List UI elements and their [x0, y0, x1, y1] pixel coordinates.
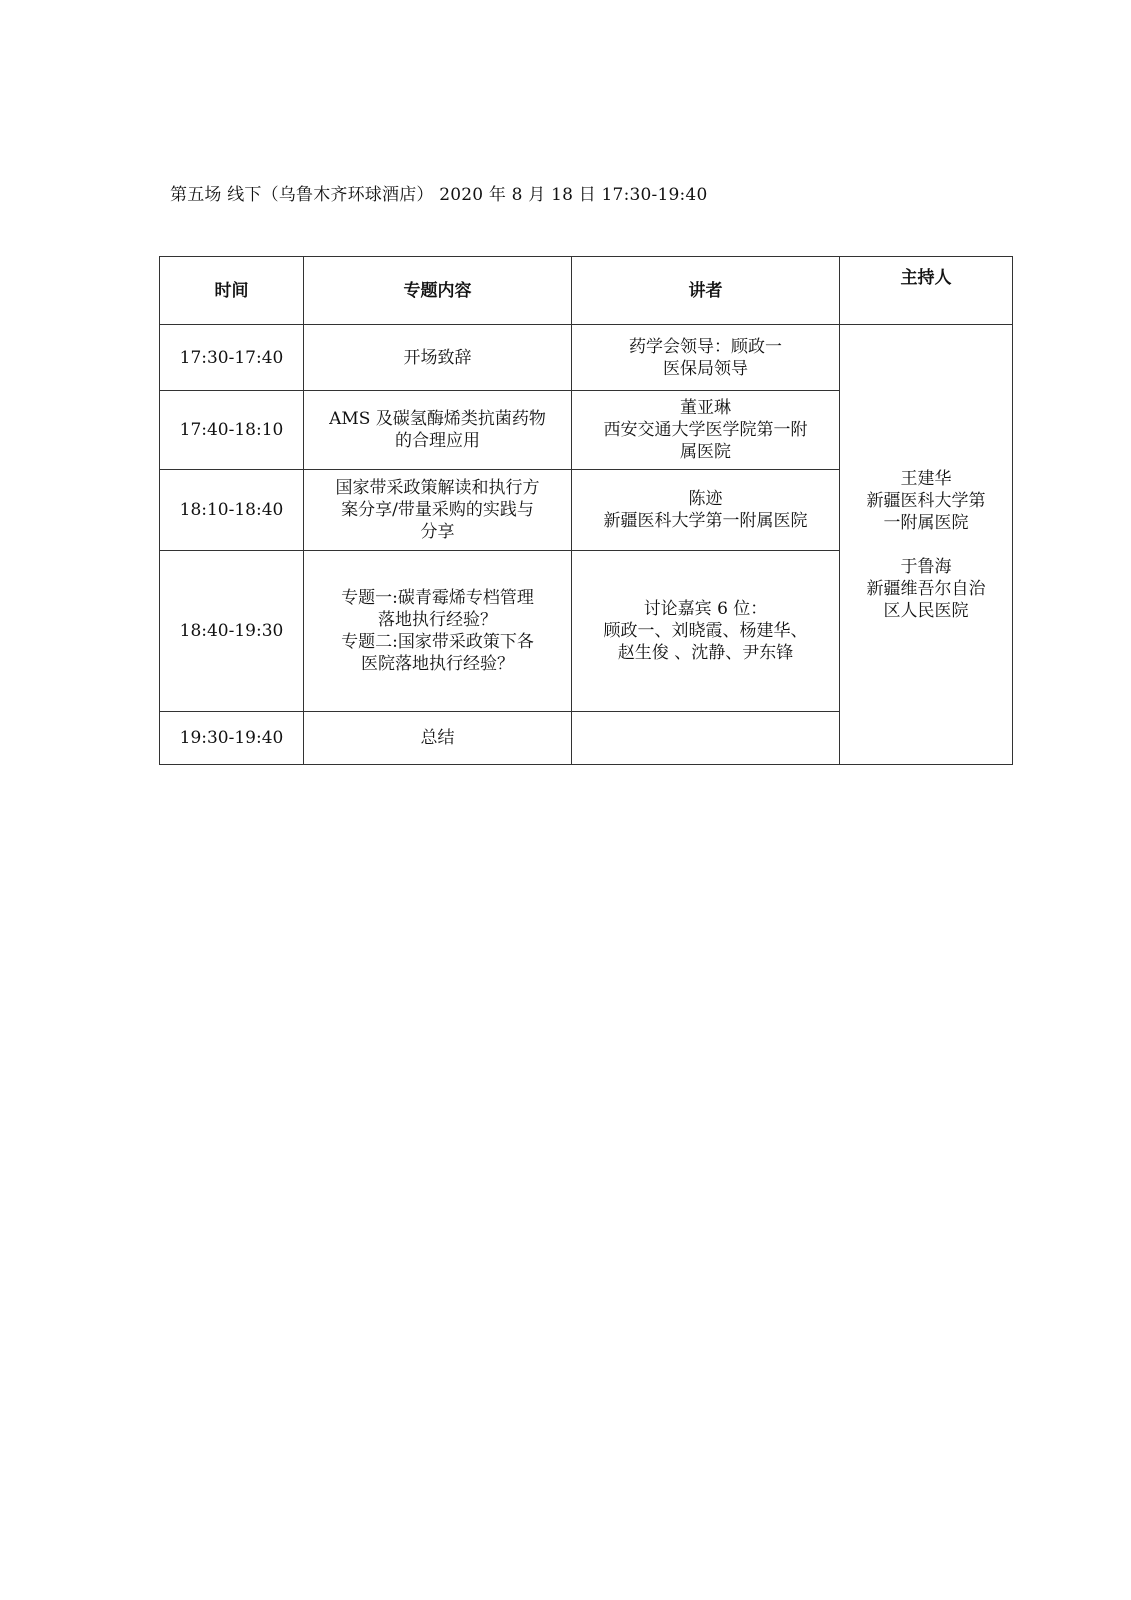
topic-cell — [304, 325, 572, 391]
speaker-line: 董亚琳 — [680, 398, 731, 418]
topic-line: 的合理应用 — [395, 431, 480, 451]
topic-cell — [304, 391, 572, 470]
speaker-line: 医保局领导 — [663, 358, 748, 379]
speaker-line: 讨论嘉宾 6 位： — [643, 599, 768, 619]
topic-line: 国家带采政策解读和执行方 — [335, 478, 540, 498]
time-cell: 17:40-18:10 — [160, 391, 304, 470]
topic-line: AMS 及碳氢酶烯类抗菌药物 — [329, 409, 546, 429]
speaker-line: 药学会领导：顾政一 — [629, 336, 782, 357]
topic-line: 开场致辞 — [403, 347, 472, 368]
spacer — [846, 534, 1006, 556]
speaker-line: 属医院 — [680, 442, 731, 462]
topic-cell — [304, 551, 572, 712]
speaker-cell-empty — [572, 712, 840, 765]
topic-line: 专题二:国家带采政策下各 — [341, 632, 534, 652]
schedule-table — [159, 256, 1013, 765]
time-cell: 17:30-17:40 — [160, 325, 304, 391]
host-affiliation: 区人民医院 — [883, 600, 969, 621]
speaker-cell — [572, 470, 840, 551]
host-name: 于鲁海 — [900, 556, 952, 577]
time-cell: 18:40-19:30 — [160, 551, 304, 712]
speaker-line: 顾政一、刘晓霞、杨建华、 — [603, 621, 808, 641]
topic-line: 分享 — [420, 522, 455, 542]
host-affiliation: 一附属医院 — [883, 512, 969, 533]
time-cell: 19:30-19:40 — [160, 712, 304, 765]
speaker-line: 西安交通大学医学院第一附 — [603, 420, 808, 440]
table-header-row — [160, 257, 1013, 325]
speaker-line: 新疆医科大学第一附属医院 — [603, 511, 808, 531]
speaker-cell — [572, 391, 840, 470]
host-name: 王建华 — [900, 468, 952, 489]
topic-cell — [304, 470, 572, 551]
speaker-cell — [572, 551, 840, 712]
host-affiliation: 新疆医科大学第 — [866, 490, 986, 511]
host-cell — [840, 325, 1013, 765]
header-speaker: 讲者 — [572, 257, 840, 325]
topic-line: 专题一:碳青霉烯专档管理 — [341, 588, 534, 608]
topic-cell — [304, 712, 572, 765]
topic-line: 总结 — [420, 728, 455, 748]
session-heading: 第五场 线下（乌鲁木齐环球酒店） 2020 年 8 月 18 日 17:30-19:40 — [170, 185, 708, 205]
topic-line: 案分享/带量采购的实践与 — [341, 500, 534, 520]
header-topic: 专题内容 — [304, 257, 572, 325]
speaker-line: 赵生俊 、沈静、尹东锋 — [617, 643, 794, 663]
speaker-cell — [572, 325, 840, 391]
topic-line: 医院落地执行经验？ — [361, 654, 514, 674]
header-time: 时间 — [160, 257, 304, 325]
header-host: 主持人 — [840, 257, 1013, 325]
table-row — [160, 325, 1013, 391]
speaker-line: 陈迹 — [688, 489, 723, 509]
host-affiliation: 新疆维吾尔自治 — [866, 578, 986, 599]
time-cell: 18:10-18:40 — [160, 470, 304, 551]
topic-line: 落地执行经验？ — [378, 610, 497, 630]
